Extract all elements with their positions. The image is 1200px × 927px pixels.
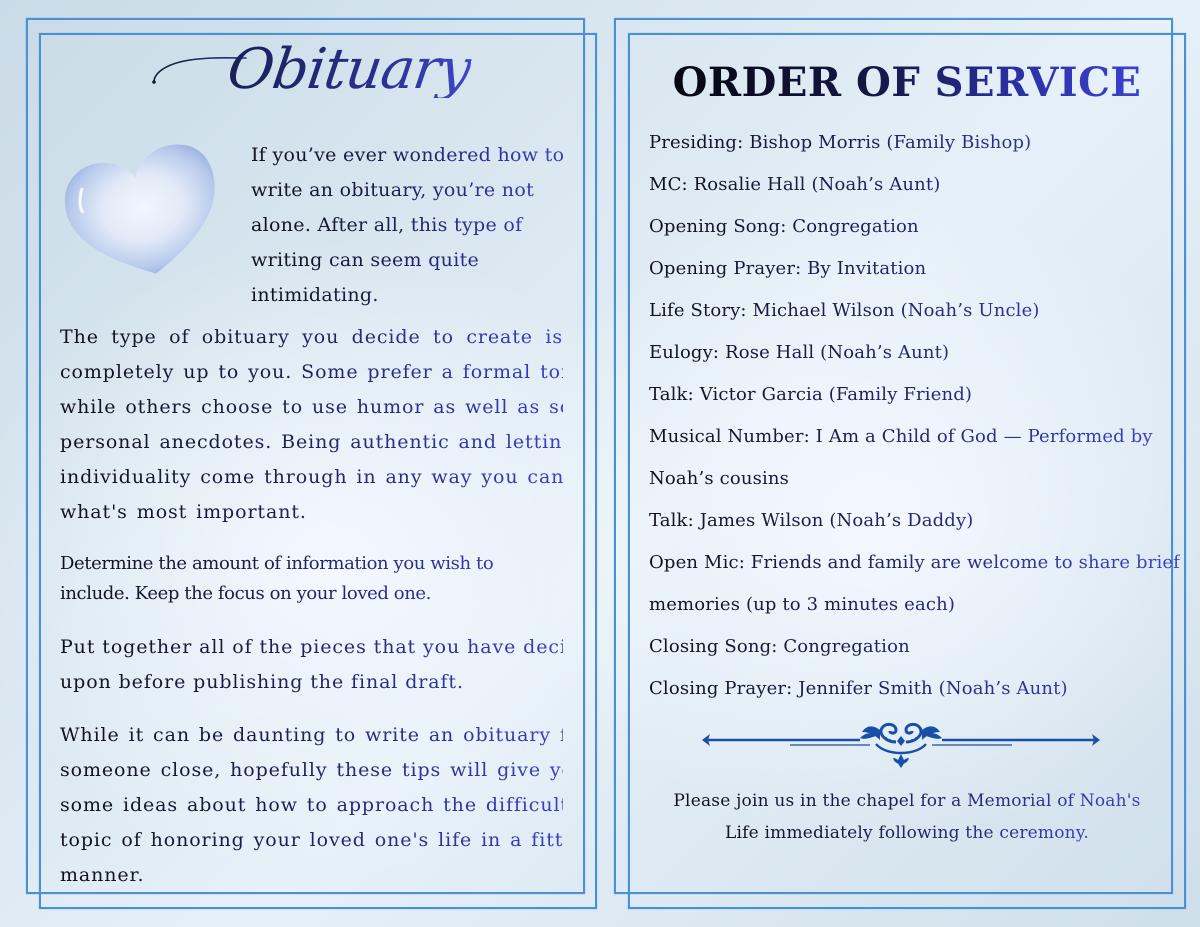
service-item-text: Noah’s cousins <box>649 468 790 489</box>
service-item-text: Closing Prayer: Jennifer Smith (Noah’s Aunt) <box>649 678 1068 699</box>
paragraph-line: topic of honoring your loved one's life in a fitting <box>60 829 597 851</box>
intro-line: alone. After all, this type of <box>251 208 571 243</box>
service-item-presiding <box>649 124 1169 166</box>
service-item-text: memories (up to 3 minutes each) <box>649 594 956 615</box>
service-item-closing-prayer <box>649 670 1169 712</box>
service-item-musical-number <box>649 418 1169 460</box>
service-item-text: Life Story: Michael Wilson (Noah’s Uncle) <box>649 300 1040 321</box>
footer-line <box>628 785 1186 817</box>
paragraph-line: Put together all of the pieces that you have decided <box>60 636 606 658</box>
obituary-paragraph-pieces <box>60 630 606 700</box>
service-item-text: Musical Number: I Am a Child of God — Performed by <box>649 426 1153 447</box>
service-item-text: Opening Song: Congregation <box>649 216 919 237</box>
paragraph-line: personal anecdotes. Being authentic and letting your <box>60 431 632 453</box>
service-item-text: Talk: James Wilson (Noah’s Daddy) <box>649 510 974 531</box>
service-item-talk-friend <box>649 376 1169 418</box>
obituary-paragraph-daunting <box>60 718 597 893</box>
paragraph-line: include. Keep the focus on your loved one. <box>60 583 431 604</box>
service-item-musical-number-cont <box>649 460 1169 502</box>
service-item-open-mic-cont <box>649 586 1169 628</box>
service-item-opening-song <box>649 208 1169 250</box>
footer-line-text: Please join us in the chapel for a Memorial of Noah's <box>673 791 1141 811</box>
service-item-opening-prayer <box>649 250 1169 292</box>
service-item-life-story <box>649 292 1169 334</box>
service-item-text: Presiding: Bishop Morris (Family Bishop) <box>649 132 1032 153</box>
paragraph-line: upon before publishing the final draft. <box>60 671 464 693</box>
service-item-text: Talk: Victor Garcia (Family Friend) <box>649 384 973 405</box>
service-program-list <box>649 124 1180 712</box>
service-item-text: Open Mic: Friends and family are welcome to share brief <box>649 552 1180 573</box>
service-item-open-mic <box>649 544 1180 586</box>
service-item-text: Eulogy: Rose Hall (Noah’s Aunt) <box>649 342 950 363</box>
footer-line <box>628 817 1186 849</box>
footer-line-text: Life immediately following the ceremony. <box>725 823 1089 843</box>
memorial-invitation-note <box>628 785 1186 849</box>
paragraph-line: individuality come through in any way you can is <box>60 466 591 488</box>
paragraph-line: Determine the amount of information you wish to <box>60 553 494 574</box>
obituary-title-text: Obituary <box>223 37 475 102</box>
watercolor-heart-icon <box>58 143 228 283</box>
intro-line: If you’ve ever wondered how to <box>251 138 571 173</box>
obituary-intro <box>251 138 571 313</box>
obituary-paragraph-amount <box>60 549 563 609</box>
paragraph-line: The type of obituary you decide to create is <box>60 326 563 348</box>
obituary-paragraph-type <box>60 320 632 530</box>
service-item-closing-song <box>649 628 1169 670</box>
ornamental-divider-icon <box>700 718 1102 770</box>
intro-line: writing can seem quite <box>251 243 571 278</box>
paragraph-line: completely up to you. Some prefer a formal tone <box>60 361 587 383</box>
service-item-talk-daddy <box>649 502 1169 544</box>
service-item-text: MC: Rosalie Hall (Noah’s Aunt) <box>649 174 941 195</box>
paragraph-line: manner. <box>60 864 145 886</box>
order-of-service-title <box>628 58 1186 108</box>
service-item-text: Closing Song: Congregation <box>649 636 910 657</box>
paragraph-line: what's most important. <box>60 501 307 523</box>
paragraph-line: While it can be daunting to write an obituary for <box>60 724 591 746</box>
paragraph-line: someone close, hopefully these tips will give you <box>60 759 588 781</box>
service-item-mc <box>649 166 1169 208</box>
service-item-eulogy <box>649 334 1169 376</box>
intro-line: intimidating. <box>251 278 571 313</box>
service-item-text: Opening Prayer: By Invitation <box>649 258 927 279</box>
obituary-title <box>150 37 475 130</box>
order-of-service-title-text: ORDER OF SERVICE <box>672 59 1142 106</box>
paragraph-line: some ideas about how to approach the difficult <box>60 794 569 816</box>
paragraph-line: while others choose to use humor as well as some <box>60 396 604 418</box>
intro-line: write an obituary, you’re not <box>251 173 571 208</box>
